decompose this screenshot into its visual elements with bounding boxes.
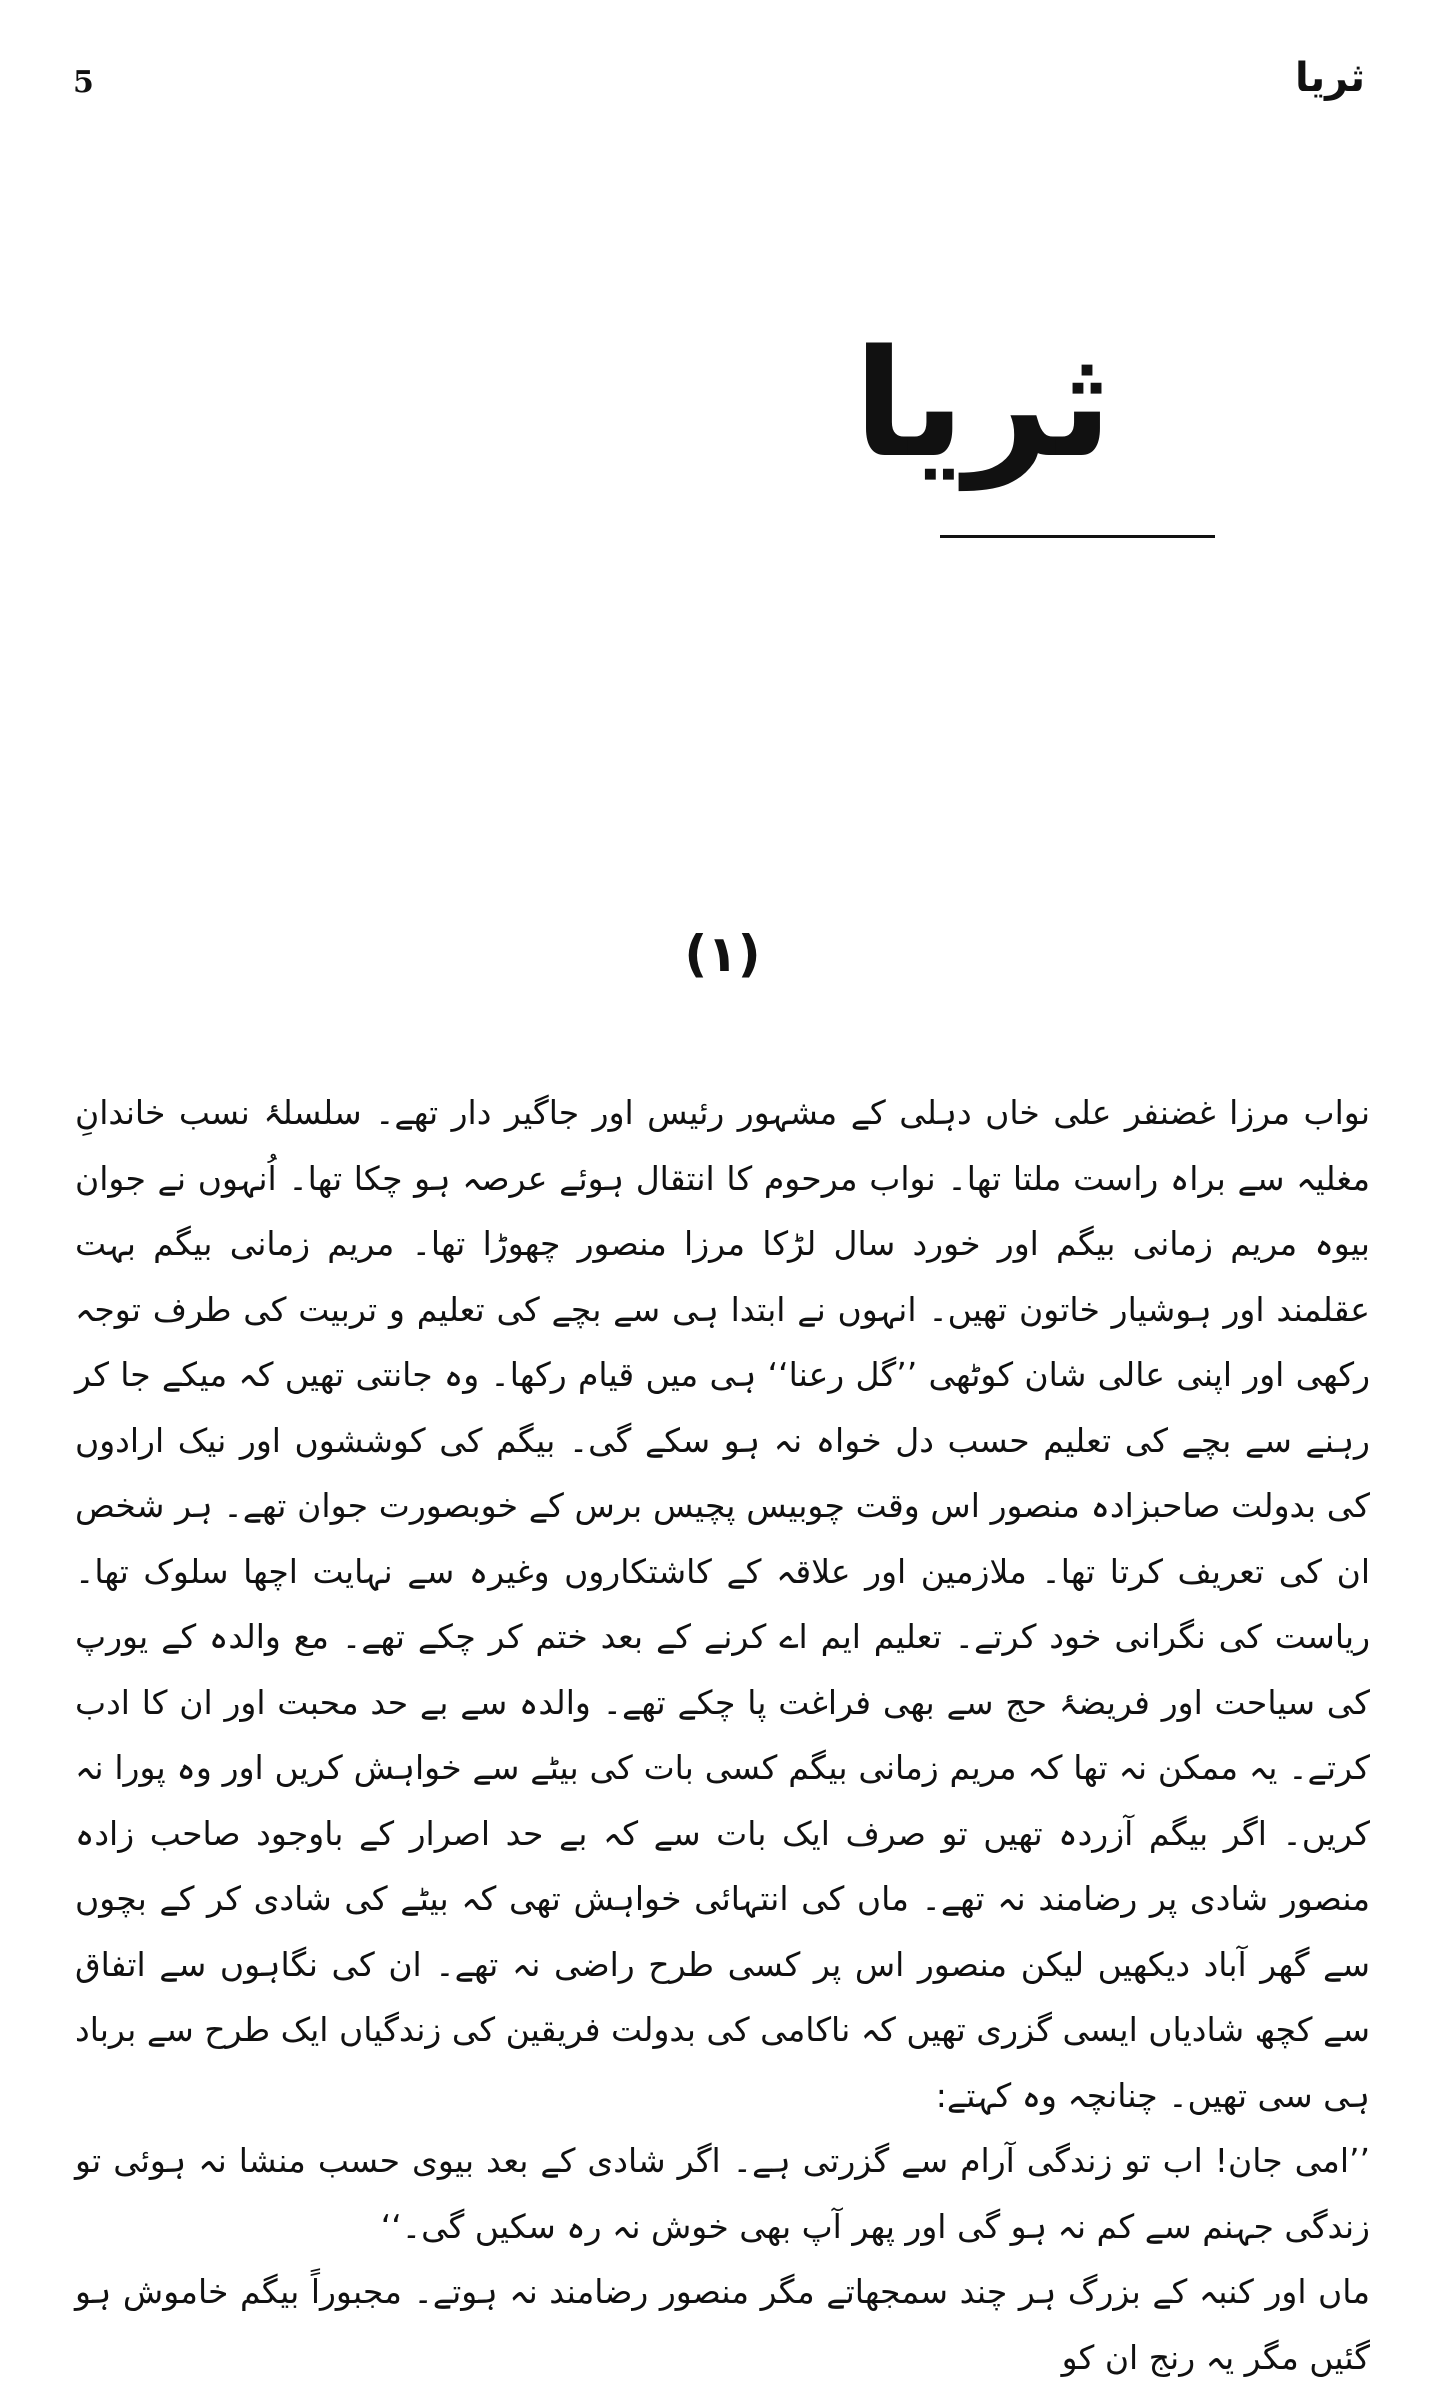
page-number: 5	[73, 65, 94, 100]
paragraph: ’’امی جان! اب تو زندگی آرام سے گزرتی ہے۔ اگر شادی کے بعد بیوی حسب منشا نہ ہوئی تو زندگی جہنم سے کم نہ ہو گی اور پھر آپ بھی خوش نہ رہ سکیں گی۔‘‘	[75, 2141, 1370, 2246]
section-number: (۱)	[684, 925, 761, 983]
title-underline	[940, 535, 1215, 538]
paragraph: ماں اور کنبہ کے بزرگ ہر چند سمجھاتے مگر منصور رضامند نہ ہوتے۔ مجبوراً بیگم خاموش ہو گئیں مگر یہ رنج ان کو	[75, 2272, 1370, 2377]
running-header-title: ثریا	[1295, 55, 1365, 101]
body-text	[75, 1080, 1370, 2390]
paragraph: نواب مرزا غضنفر علی خاں دہلی کے مشہور رئیس اور جاگیر دار تھے۔ سلسلۂ نسب خاندانِ مغلیہ سے براہ راست ملتا تھا۔ نواب مرحوم کا انتقال ہوئے عرصہ ہو چکا تھا۔ اُنہوں نے جوان بیوہ مریم زمانی بیگم اور خورد سال لڑکا مرزا منصور چھوڑا تھا۔ مریم زمانی بیگم بہت عقلمند اور ہوشیار خاتون تھیں۔ انہوں نے ابتدا ہی سے بچے کی تعلیم و تربیت کی طرف توجہ رکھی اور اپنی عالی شان کوٹھی ’’گل رعنا‘‘ ہی میں قیام رکھا۔ وہ جانتی تھیں کہ میکے جا کر رہنے سے بچے کی تعلیم حسب دل خواہ نہ ہو سکے گی۔ بیگم کی کوششوں اور نیک ارادوں کی بدولت صاحبزادہ منصور اس وقت چوبیس پچیس برس کے خوبصورت جوان تھے۔ ہر شخص ان کی تعریف کرتا تھا۔ ملازمین اور علاقہ کے کاشتکاروں وغیرہ سے نہایت اچھا سلوک تھا۔ ریاست کی نگرانی خود کرتے۔ تعلیم ایم اے کرنے کے بعد ختم کر چکے تھے۔ مع والدہ کے یورپ کی سیاحت اور فریضۂ حج سے بھی فراغت پا چکے تھے۔ والدہ سے بے حد محبت اور ان کا ادب کرتے۔ یہ ممکن نہ تھا کہ مریم زمانی بیگم کسی بات کی بیٹے سے خواہش کریں اور وہ پورا نہ کریں۔ اگر بیگم آزردہ تھیں تو صرف ایک بات سے کہ بے حد اصرار کے باوجود صاحب زادہ منصور شادی پر رضامند نہ تھے۔ ماں کی انتہائی خواہش تھی کہ بیٹے کی شادی کر کے بچوں سے گھر آباد دیکھیں لیکن منصور اس پر کسی طرح راضی نہ تھے۔ ان کی نگاہوں سے اتفاق سے کچھ شادیاں ایسی گزری تھیں کہ ناکامی کی بدولت فریقین کی زندگیاں ایک طرح سے برباد ہی سی تھیں۔ چنانچہ وہ کہتے:	[75, 1093, 1370, 2115]
chapter-title: ثریا	[853, 318, 1113, 490]
